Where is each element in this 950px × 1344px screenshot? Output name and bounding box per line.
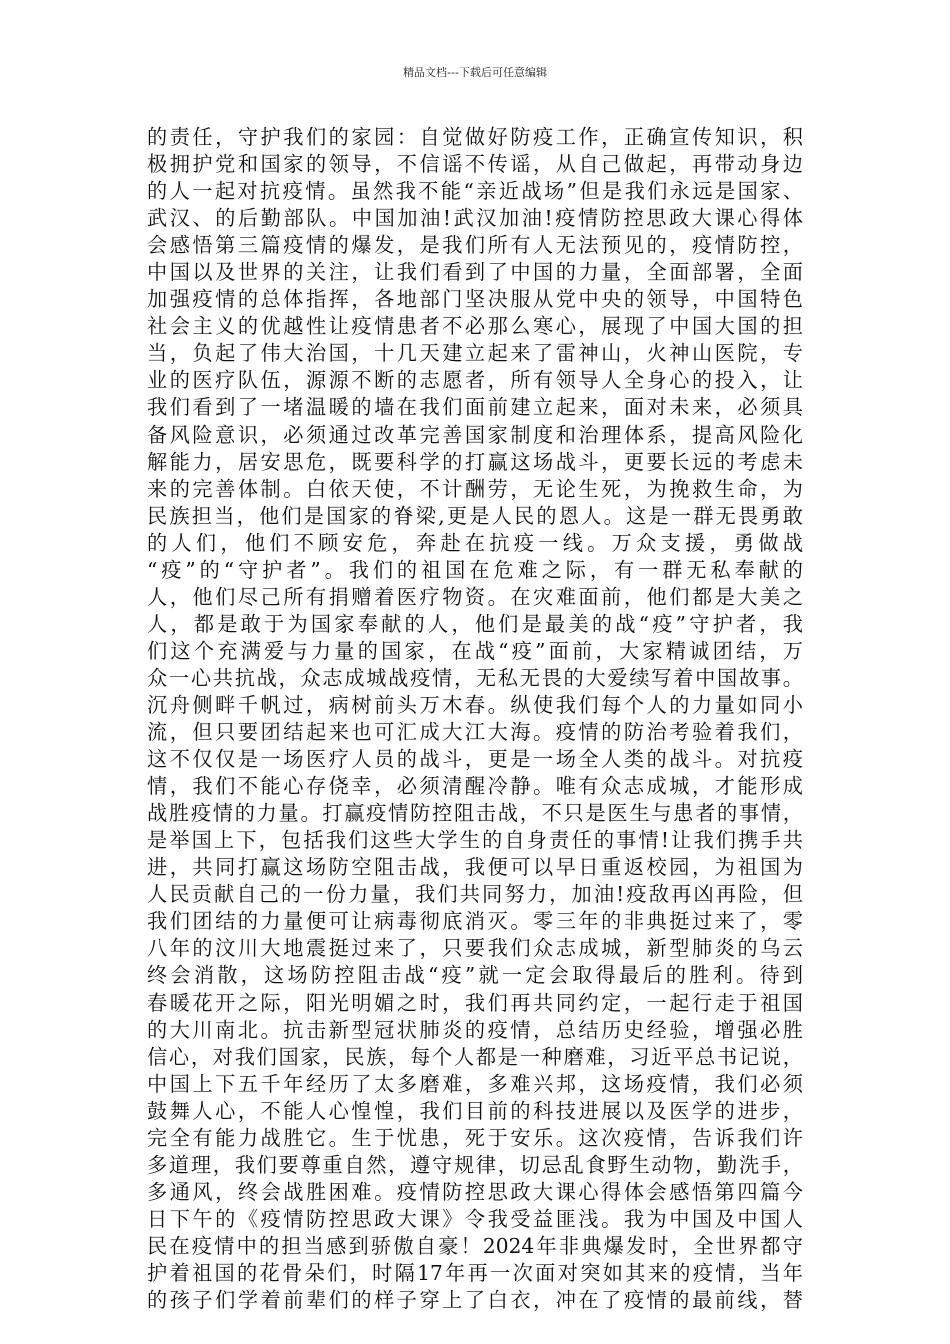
text-line: 八年的汶川大地震挺过来了，只要我们众志成城，新型肺炎的乌云 xyxy=(147,936,803,961)
text-line: 春暖花开之际，阳光明媚之时，我们再共同约定，一起行走于祖国 xyxy=(147,990,803,1015)
text-line: 中国上下五千年经历了太多磨难，多难兴邦，这场疫情，我们必须 xyxy=(147,1071,803,1096)
text-line: 人，都是敢于为国家奉献的人，他们是最美的战“疫”守护者，我 xyxy=(147,611,803,636)
text-line: “疫”的“守护者”。我们的祖国在危难之际，有一群无私奉献的 xyxy=(147,557,803,582)
text-line: 终会消散，这场防控阻击战“疫”就一定会取得最后的胜利。待到 xyxy=(147,963,803,988)
text-line: 进，共同打赢这场防空阻击战，我便可以早日重返校园，为祖国为 xyxy=(147,855,803,880)
text-line: 来的完善体制。白依天使，不计酬劳，无论生死，为挽救生命，为 xyxy=(147,476,803,501)
text-line: 民在疫情中的担当感到骄傲自豪！2024年非典爆发时，全世界都守 xyxy=(147,1233,803,1258)
text-line: 战胜疫情的力量。打赢疫情防控阻击战，不只是医生与患者的事情， xyxy=(147,801,803,826)
text-line: 是举国上下，包括我们这些大学生的自身责任的事情!让我们携手共 xyxy=(147,828,803,853)
text-line: 多道理，我们要尊重自然，遵守规律，切忌乱食野生动物，勤洗手， xyxy=(147,1152,803,1177)
text-line: 流，但只要团结起来也可汇成大江大海。疫情的防治考验着我们， xyxy=(147,720,803,745)
text-line: 的责任，守护我们的家园：自觉做好防疫工作，正确宣传知识，积 xyxy=(147,125,803,149)
text-line: 情，我们不能心存侥幸，必须清醒冷静。唯有众志成城，才能形成 xyxy=(147,774,803,799)
text-line: 社会主义的优越性让疫情患者不必那么寒心，展现了中国大国的担 xyxy=(147,314,803,339)
text-line: 沉舟侧畔千帆过，病树前头万木春。纵使我们每个人的力量如同小 xyxy=(147,692,803,717)
text-line: 民族担当，他们是国家的脊梁,更是人民的恩人。这是一群无畏勇敢 xyxy=(147,503,803,528)
text-line: 中国以及世界的关注，让我们看到了中国的力量，全面部署，全面 xyxy=(147,260,803,285)
text-line: 的人一起对抗疫情。虽然我不能“亲近战场”但是我们永远是国家、 xyxy=(147,179,803,204)
text-line: 人，他们尽己所有捐赠着医疗物资。在灾难面前，他们都是大美之 xyxy=(147,584,803,609)
text-line: 会感悟第三篇疫情的爆发，是我们所有人无法预见的，疫情防控， xyxy=(147,233,803,258)
text-line: 们这个充满爱与力量的国家，在战“疫”面前，大家精诚团结，万 xyxy=(147,638,803,663)
text-line: 护着祖国的花骨朵们，时隔17年再一次面对突如其来的疫情，当年 xyxy=(147,1260,803,1285)
text-line: 信心，对我们国家，民族，每个人都是一种磨难，习近平总书记说， xyxy=(147,1044,803,1069)
text-line: 武汉、的后勤部队。中国加油!武汉加油!疫情防控思政大课心得体 xyxy=(147,206,803,231)
text-line: 加强疫情的总体指挥，各地部门坚决服从党中央的领导，中国特色 xyxy=(147,287,803,312)
text-line: 我们团结的力量便可让病毒彻底消灭。零三年的非典挺过来了，零 xyxy=(147,909,803,934)
text-line: 多通风，终会战胜困难。疫情防控思政大课心得体会感悟第四篇今 xyxy=(147,1179,803,1204)
text-line: 的大川南北。抗击新型冠状肺炎的疫情，总结历史经验，增强必胜 xyxy=(147,1017,803,1042)
text-line: 我们看到了一堵温暖的墙在我们面前建立起来，面对未来，必须具 xyxy=(147,395,803,420)
text-line: 日下午的《疫情防控思政大课》令我受益匪浅。我为中国及中国人 xyxy=(147,1206,803,1231)
text-line: 的孩子们学着前辈们的样子穿上了白衣，冲在了疫情的最前线，替 xyxy=(147,1288,803,1313)
text-line: 众一心共抗战，众志成城战疫情，无私无畏的大爱续写着中国故事。 xyxy=(147,665,803,690)
text-line: 鼓舞人心，不能人心惶惶，我们目前的科技进展以及医学的进步， xyxy=(147,1098,803,1123)
text-line: 这不仅仅是一场医疗人员的战斗，更是一场全人类的战斗。对抗疫 xyxy=(147,747,803,772)
text-line: 备风险意识，必须通过改革完善国家制度和治理体系，提高风险化 xyxy=(147,422,803,447)
page-header: 精品文档---下载后可任意编辑 xyxy=(403,66,547,79)
text-line: 完全有能力战胜它。生于忧患，死于安乐。这次疫情，告诉我们许 xyxy=(147,1125,803,1150)
text-line: 业的医疗队伍，源源不断的志愿者，所有领导人全身心的投入，让 xyxy=(147,368,803,393)
text-line: 当，负起了伟大治国，十几天建立起来了雷神山，火神山医院，专 xyxy=(147,341,803,366)
text-line: 极拥护党和国家的领导，不信谣不传谣，从自己做起，再带动身边 xyxy=(147,152,803,177)
text-line: 的人们，他们不顾安危，奔赴在抗疫一线。万众支援，勇做战 xyxy=(147,530,803,555)
body-text xyxy=(147,124,803,1314)
text-line: 人民贡献自己的一份力量，我们共同努力，加油!疫敌再凶再险，但 xyxy=(147,882,803,907)
text-line: 解能力，居安思危，既要科学的打赢这场战斗，更要长远的考虑未 xyxy=(147,449,803,474)
